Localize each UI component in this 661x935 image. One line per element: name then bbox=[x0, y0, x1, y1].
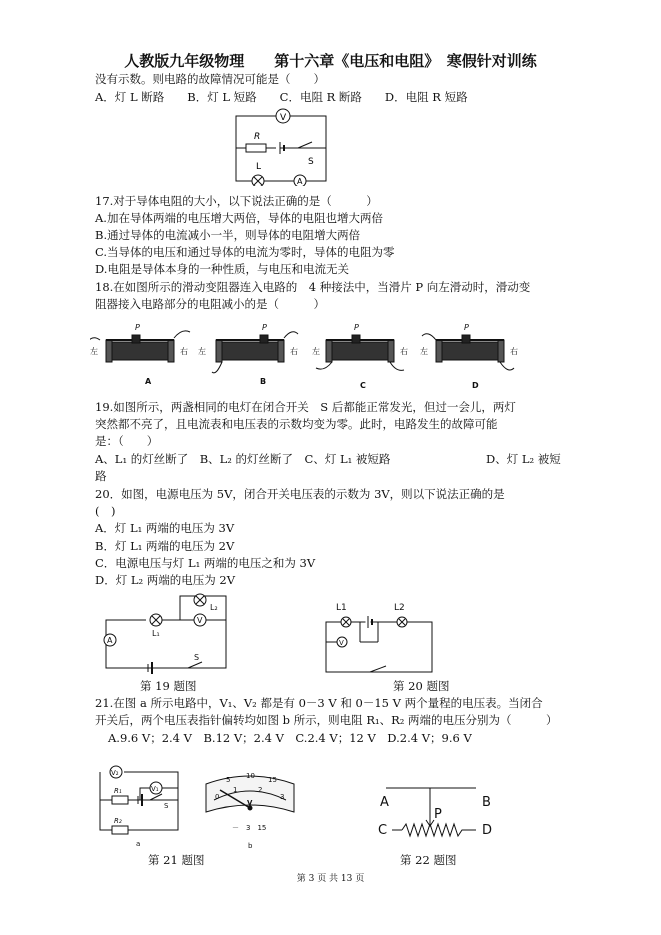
fig20-l1: L1 bbox=[336, 603, 347, 613]
q19-option-d-tail: 路 bbox=[95, 469, 107, 483]
fig19-caption: 第 19 题图 bbox=[140, 679, 197, 693]
q16-fig-r: R bbox=[254, 132, 261, 142]
fig22-c: C bbox=[378, 823, 388, 838]
fig21-label-a: a bbox=[136, 840, 141, 848]
q17-option-d: D.电阻是导体本身的一种性质，与电压和电流无关 bbox=[95, 262, 349, 276]
q18-fig-right-d: 右 bbox=[510, 347, 518, 356]
fig21-scale-1: 1 bbox=[233, 786, 238, 794]
fig21a-circuit-diagram bbox=[92, 762, 192, 850]
fig21-v2: V₂ bbox=[111, 769, 119, 777]
q17-option-c: C.当导体的电压和通过导体的电流为零时，导体的电阻为零 bbox=[95, 245, 395, 259]
fig21-scale-3: 3 bbox=[280, 793, 285, 801]
q20-line1: 20．如图，电源电压为 5V，闭合开关电压表的示数为 3V，则以下说法正确的是 bbox=[95, 487, 505, 501]
q18-fig-left-c: 左 bbox=[312, 347, 320, 356]
fig19-s: S bbox=[194, 653, 200, 662]
q21-options: A.9.6 V；2.4 V B.12 V；2.4 V C.2.4 V；12 V D.2.4 V；9.6 V bbox=[108, 731, 472, 745]
page-title: 人教版九年级物理 第十六章《电压和电阻》 寒假针对训练 bbox=[124, 52, 537, 70]
q18-rheostat-figures bbox=[90, 318, 530, 390]
fig19-v: V bbox=[197, 616, 203, 625]
q18-label-c: C bbox=[360, 381, 366, 390]
q16-fig-v: V bbox=[280, 113, 287, 123]
q21-line1: 21.在图 a 所示电路中，V₁、V₂ 都是有 0－3 V 和 0－15 V 两个量程的电压表。当闭合 bbox=[95, 696, 543, 710]
q19-line1: 19.如图所示，两盏相同的电灯在闭合开关 S 后都能正常发光，但过一会儿，两灯 bbox=[95, 400, 516, 414]
fig21-scale-15: 15 bbox=[268, 776, 277, 784]
fig19-l1: L₁ bbox=[152, 629, 160, 638]
q18-line1: 18.在如图所示的滑动变阻器连入电路的 4 种接法中，当滑片 P 向左滑动时，滑动变 bbox=[95, 280, 531, 294]
fig21-scale-5: 5 bbox=[226, 776, 231, 784]
q18-fig-p-a: P bbox=[135, 323, 140, 332]
fig21-v1: V₁ bbox=[151, 785, 159, 793]
page-footer: 第 3 页 共 13 页 bbox=[296, 874, 365, 884]
fig19-a: A bbox=[107, 636, 113, 645]
fig20-v: V bbox=[339, 639, 344, 647]
q20-option-a: A．灯 L₁ 两端的电压为 3V bbox=[95, 521, 235, 535]
q18-label-a: A bbox=[145, 377, 152, 386]
fig22-rheostat-diagram bbox=[372, 776, 502, 852]
q21-line2: 开关后，两个电压表指针偏转均如图 b 所示，则电阻 R₁、R₂ 两端的电压分别为（ ） bbox=[95, 713, 558, 727]
q17-stem: 17.对于导体电阻的大小，以下说法正确的是（ ） bbox=[95, 194, 378, 208]
q18-fig-left-b: 左 bbox=[198, 347, 206, 356]
q16-fig-l: L bbox=[256, 162, 262, 172]
fig19-circuit-diagram bbox=[96, 590, 236, 676]
q18-line2: 阻器接入电路部分的电阻减小的是（ ） bbox=[95, 297, 325, 311]
fig21-s: S bbox=[164, 802, 169, 810]
fig21-unit: V bbox=[247, 799, 253, 807]
fig20-circuit-diagram bbox=[318, 600, 443, 680]
q18-fig-p-c: P bbox=[354, 323, 359, 332]
q20-option-c: C．电源电压与灯 L₁ 两端的电压之和为 3V bbox=[95, 556, 316, 570]
q16-circuit-diagram bbox=[228, 106, 333, 186]
fig22-d: D bbox=[482, 823, 493, 838]
q17-option-b: B.通过导体的电流减小一半，则导体的电阻增大两倍 bbox=[95, 228, 361, 242]
q18-label-d: D bbox=[472, 381, 479, 390]
q16-options: A．灯 L 断路 B．灯 L 短路 C．电阻 R 断路 D．电阻 R 短路 bbox=[95, 90, 468, 104]
q20-line2: ( ) bbox=[95, 504, 116, 518]
fig21-label-b: b bbox=[248, 842, 253, 850]
q19-options-abc: A、L₁ 的灯丝断了 B、L₂ 的灯丝断了 C、灯 L₁ 被短路 bbox=[95, 452, 391, 466]
fig21-r2: R₂ bbox=[114, 817, 122, 825]
q20-option-b: B．灯 L₁ 两端的电压为 2V bbox=[95, 539, 235, 553]
fig22-caption: 第 22 题图 bbox=[400, 853, 457, 867]
fig21-r1: R₁ bbox=[114, 787, 122, 795]
q16-fig-a: A bbox=[297, 177, 303, 186]
fig21b-voltmeter bbox=[200, 768, 300, 852]
fig22-p: P bbox=[434, 807, 442, 822]
q18-fig-right-b: 右 bbox=[290, 347, 298, 356]
q18-fig-right-c: 右 bbox=[400, 347, 408, 356]
q17-option-a: A.加在导体两端的电压增大两倍，导体的电阻也增大两倍 bbox=[95, 211, 383, 225]
fig20-l2: L2 bbox=[394, 603, 405, 613]
fig19-l2: L₂ bbox=[210, 603, 218, 612]
q20-option-d: D．灯 L₂ 两端的电压为 2V bbox=[95, 573, 236, 587]
fig22-b: B bbox=[482, 795, 491, 810]
q19-line2: 突然都不亮了，且电流表和电压表的示数均变为零。此时，电路发生的故障可能 bbox=[95, 417, 498, 431]
q18-fig-right-a: 右 bbox=[180, 347, 188, 356]
fig21-scale-0: 0 bbox=[215, 793, 220, 801]
fig21-scale-2: 2 bbox=[258, 786, 263, 794]
q16-stem-tail: 没有示数。则电路的故障情况可能是（ ） bbox=[95, 72, 325, 86]
fig20-caption: 第 20 题图 bbox=[393, 679, 450, 693]
q16-fig-s: S bbox=[308, 157, 314, 167]
fig21-caption: 第 21 题图 bbox=[148, 853, 205, 867]
q18-fig-left-a: 左 bbox=[90, 347, 98, 356]
fig21-terminals: － 3 15 bbox=[232, 824, 267, 832]
q19-option-d: D、灯 L₂ 被短 bbox=[486, 452, 561, 466]
fig21-scale-10: 10 bbox=[246, 772, 255, 780]
q18-label-b: B bbox=[260, 377, 267, 386]
q18-fig-p-d: P bbox=[464, 323, 469, 332]
q18-fig-left-d: 左 bbox=[420, 347, 428, 356]
q19-line3: 是：（ ） bbox=[95, 434, 159, 448]
fig22-a: A bbox=[380, 795, 389, 810]
q18-fig-p-b: P bbox=[262, 323, 267, 332]
